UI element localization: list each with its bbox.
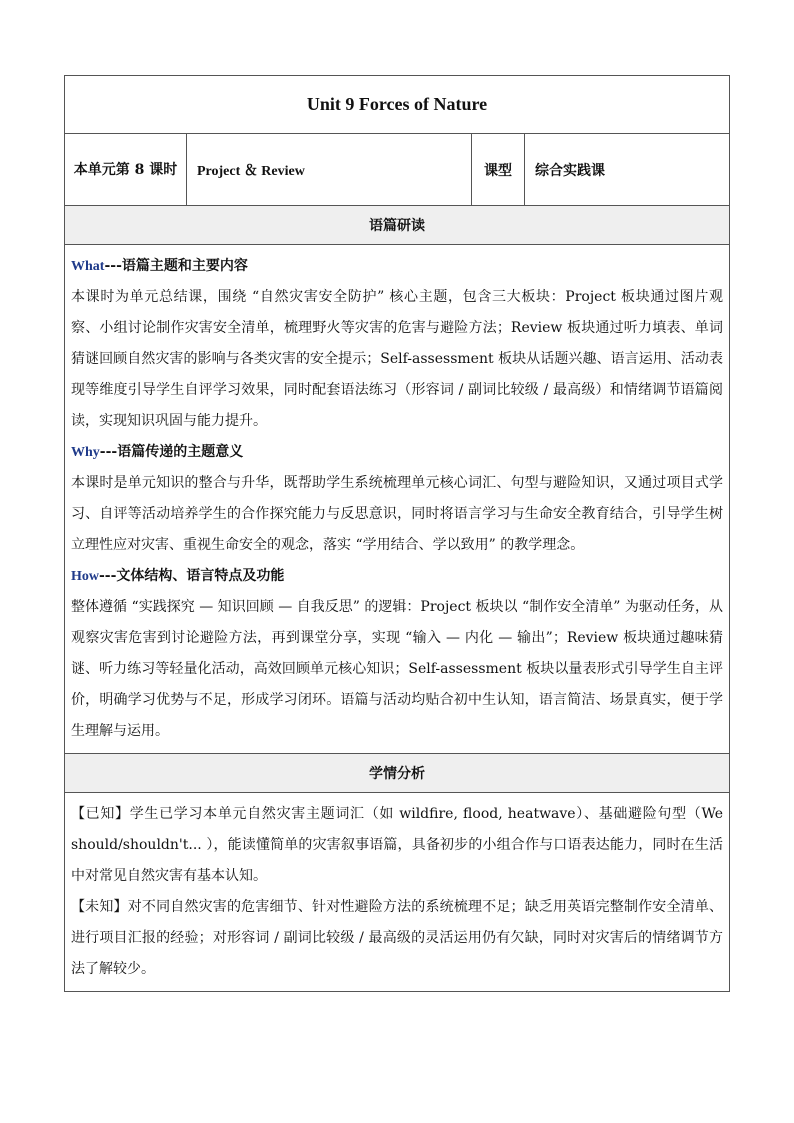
unknown-label: 【未知】 bbox=[71, 899, 128, 915]
what-paragraph: 本课时为单元总结课，围绕 “自然灾害安全防护” 核心主题，包含三大板块：Project 板块通过图片观察、小组讨论制作灾害安全清单，梳理野火等灾害的危害与避险方法；Review 板块通过听力填表、单词猜谜回顾自然灾害的影响与各类灾害的安全提示；Self-assessment 板块从话题兴趣、语言运用、活动表现等维度引导学生自评学习效果，同时配套语法练习（形容词 / 副词比较级 / 最高级）和情绪调节语篇阅读，实现知识巩固与能力提升。 bbox=[71, 289, 723, 429]
known-label: 【已知】 bbox=[71, 806, 130, 822]
unknown-text: 对不同自然灾害的危害细节、针对性避险方法的系统梳理不足；缺乏用英语完整制作安全清单、进行项目汇报的经验；对形容词 / 副词比较级 / 最高级的灵活运用仍有欠缺，同时对灾害后的情绪调节方法了解较少。 bbox=[71, 899, 724, 977]
why-paragraph: 本课时是单元知识的整合与升华，既帮助学生系统梳理单元核心词汇、句型与避险知识，又通过项目式学习、自评等活动培养学生的合作探究能力与反思意识，同时将语言学习与生命安全教育结合，引导学生树立理性应对灾害、重视生命安全的观念，落实 “学用结合、学以致用” 的教学理念。 bbox=[71, 475, 723, 553]
lesson-type-label: 课型 bbox=[472, 134, 525, 206]
what-heading-text: ---语篇主题和主要内容 bbox=[104, 258, 248, 274]
known-paragraph bbox=[71, 799, 723, 892]
what-key: What bbox=[71, 259, 105, 274]
lesson-type-value: 综合实践课 bbox=[525, 134, 730, 206]
section-header-text-study: 语篇研读 bbox=[65, 206, 730, 245]
lesson-number-cell: 本单元第 8 课时 bbox=[65, 134, 187, 206]
text-study-content bbox=[65, 245, 730, 754]
how-heading bbox=[71, 561, 723, 592]
why-heading-text: ---语篇传递的主题意义 bbox=[99, 444, 244, 460]
lesson-title-cell: Project ＆ Review bbox=[187, 134, 472, 206]
known-text: 学生已学习本单元自然灾害主题词汇（如 wildfire, flood, heatwave）、基础避险句型（We should/shouldn't... ），能读懂简单的灾害叙事语篇，具备初步的小组合作与口语表达能力，同时在生活中对常见自然灾害有基本认知。 bbox=[71, 806, 723, 884]
lesson-plan-document bbox=[64, 75, 729, 992]
unit-title: Unit 9 Forces of Nature bbox=[65, 76, 730, 134]
what-heading bbox=[71, 251, 723, 282]
why-heading bbox=[71, 437, 723, 468]
section-header-learner-analysis: 学情分析 bbox=[65, 754, 730, 793]
why-key: Why bbox=[71, 445, 100, 460]
how-key: How bbox=[71, 569, 99, 584]
lesson-plan-table bbox=[64, 75, 730, 992]
how-heading-text: ---文体结构、语言特点及功能 bbox=[99, 568, 285, 584]
how-paragraph: 整体遵循 “实践探究 — 知识回顾 — 自我反思” 的逻辑：Project 板块以 “制作安全清单” 为驱动任务，从观察灾害危害到讨论避险方法，再到课堂分享，实现 “输入 — 内化 — 输出”；Review 板块通过趣味猜谜、听力练习等轻量化活动，高效回顾单元核心知识；Self-assessment 板块以量表形式引导学生自主评价，明确学习优势与不足，形成学习闭环。语篇与活动均贴合初中生认知，语言简洁、场景真实，便于学生理解与运用。 bbox=[71, 599, 723, 739]
learner-analysis-content bbox=[65, 793, 730, 992]
unknown-paragraph bbox=[71, 892, 723, 985]
